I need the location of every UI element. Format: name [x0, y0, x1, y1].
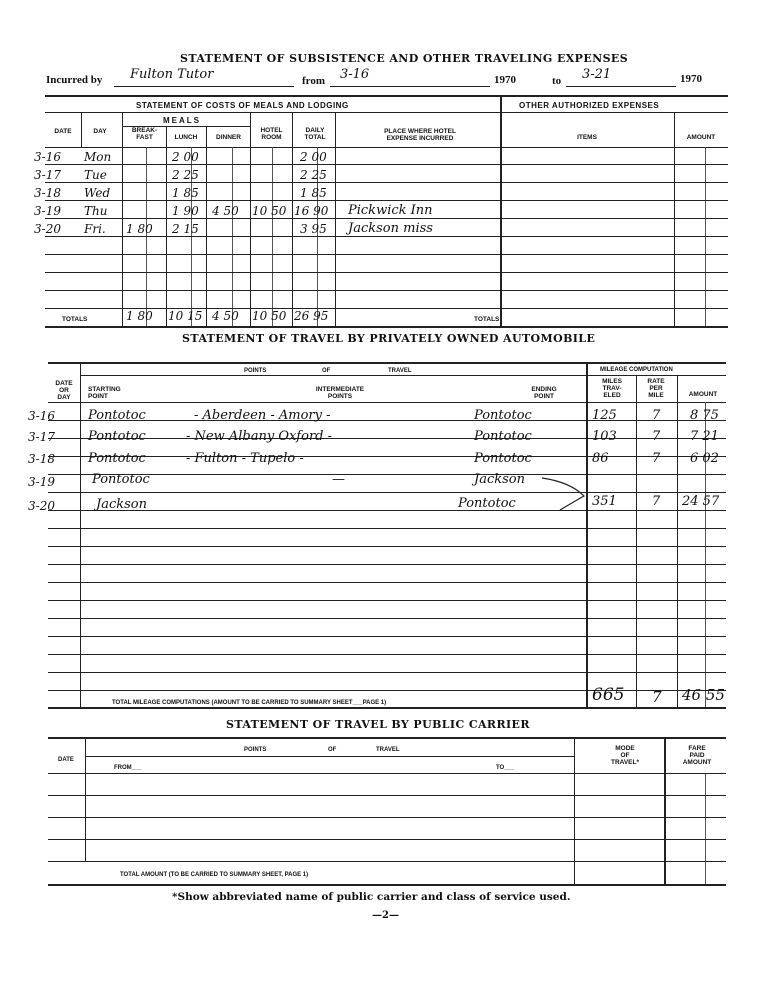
- auto-miles: 351: [592, 494, 617, 509]
- meal-place: Pickwick Inn: [348, 203, 433, 218]
- carrier-col-to: TO___: [496, 765, 515, 771]
- auto-col-intermediate: INTERMEDIATE POINTS: [315, 386, 365, 400]
- col-daily-total: DAILY TOTAL: [304, 127, 326, 141]
- carrier-total-label: TOTAL AMOUNT (TO BE CARRIED TO SUMMARY SHEET, PAGE 1): [120, 872, 309, 878]
- from-date: 3-16: [340, 67, 370, 82]
- auto-section-title: STATEMENT OF TRAVEL BY PRIVATELY OWNED AUTOMOBILE: [182, 332, 596, 345]
- col-place: PLACE WHERE HOTEL EXPENSE INCURRED: [384, 128, 456, 142]
- carrier-col-date: DATE: [58, 757, 74, 763]
- carrier-of: OF: [328, 747, 337, 753]
- meal-date: 3-17: [34, 168, 61, 182]
- auto-rate: 7: [652, 408, 661, 423]
- meal-breakfast: 1 80: [126, 222, 153, 236]
- auto-start: Pontotoc: [88, 429, 146, 444]
- meal-date: 3-20: [34, 222, 61, 236]
- auto-col-miles: MILES TRAV- ELED: [602, 378, 622, 399]
- auto-travel: TRAVEL: [388, 368, 412, 374]
- meal-date: 3-16: [34, 150, 61, 164]
- auto-date: 3-16: [28, 409, 55, 423]
- auto-rate: 7: [652, 429, 661, 444]
- incurred-by-value: Fulton Tutor: [130, 67, 214, 82]
- auto-rate: 7: [652, 494, 661, 509]
- meal-date: 3-19: [34, 204, 61, 218]
- meal-place: Jackson miss: [348, 221, 433, 236]
- total-lunch: 10 15: [168, 309, 203, 323]
- from-label: from: [302, 75, 326, 87]
- auto-col-rate: RATE PER MILE: [647, 378, 665, 399]
- meals-header: MEALS: [163, 116, 201, 125]
- auto-of: OF: [322, 368, 331, 374]
- page-number: —2—: [372, 910, 399, 921]
- total-hotel: 10 50: [252, 309, 287, 323]
- auto-date: 3-19: [28, 475, 55, 489]
- meal-hotel: 10 50: [252, 204, 287, 218]
- to-label: to: [552, 75, 562, 87]
- auto-date: 3-20: [28, 499, 55, 513]
- col-lunch: LUNCH: [174, 134, 198, 141]
- other-totals-label: TOTALS: [474, 316, 500, 323]
- auto-amount: 24 57: [682, 494, 720, 509]
- auto-col-ending: ENDING POINT: [531, 386, 557, 400]
- meal-daily: 16 90: [294, 204, 329, 218]
- carrier-col-mode: MODE OF TRAVEL*: [610, 745, 640, 766]
- auto-miles: 86: [592, 451, 609, 466]
- auto-end: Pontotoc: [458, 496, 516, 511]
- auto-end: Pontotoc: [474, 451, 532, 466]
- col-amount: AMOUNT: [686, 134, 716, 141]
- from-year: 1970: [494, 74, 516, 86]
- meals-section-title: STATEMENT OF COSTS OF MEALS AND LODGING: [136, 101, 349, 110]
- auto-end: Pontotoc: [474, 408, 532, 423]
- auto-end: Pontotoc: [474, 429, 532, 444]
- col-dinner: DINNER: [216, 134, 241, 141]
- bracket-mark: [540, 474, 590, 514]
- form-title: STATEMENT OF SUBSISTENCE AND OTHER TRAVELING EXPENSES: [180, 52, 629, 65]
- to-date: 3-21: [582, 67, 612, 82]
- auto-date: 3-18: [28, 452, 55, 466]
- col-items: ITEMS: [577, 134, 597, 141]
- meal-day: Mon: [84, 150, 112, 164]
- auto-miles: 125: [592, 408, 617, 423]
- meal-daily: 1 85: [300, 186, 327, 200]
- meal-date: 3-18: [34, 186, 61, 200]
- auto-start: Pontotoc: [88, 451, 146, 466]
- total-daily: 26 95: [294, 309, 329, 323]
- carrier-section-title: STATEMENT OF TRAVEL BY PUBLIC CARRIER: [226, 718, 530, 731]
- auto-col-starting: STARTING POINT: [88, 386, 121, 400]
- meal-daily: 3 95: [300, 222, 327, 236]
- auto-start: Pontotoc: [88, 408, 146, 423]
- total-rate: 7: [652, 688, 662, 706]
- meal-daily: 2 25: [300, 168, 327, 182]
- meal-lunch: 1 85: [172, 186, 199, 200]
- total-amount: 46 55: [682, 686, 725, 704]
- auto-start: Pontotoc: [92, 472, 150, 487]
- col-breakfast: BREAK- FAST: [131, 127, 158, 141]
- other-expenses-title: OTHER AUTHORIZED EXPENSES: [519, 101, 660, 110]
- meal-lunch: 2 15: [172, 222, 199, 236]
- auto-amount: 7 21: [690, 429, 719, 444]
- auto-intermediate: —: [332, 472, 345, 487]
- meal-daily: 2 00: [300, 150, 327, 164]
- carrier-col-from: FROM___: [114, 765, 142, 771]
- meal-day: Fri.: [84, 222, 106, 236]
- auto-rate: 7: [652, 451, 661, 466]
- col-hotel: HOTEL ROOM: [260, 127, 283, 141]
- auto-col-amount: AMOUNT: [688, 391, 718, 398]
- col-day: DAY: [93, 128, 107, 135]
- auto-date: 3-17: [28, 430, 55, 444]
- meal-lunch: 2 00: [172, 150, 199, 164]
- carrier-col-fare: FARE PAID AMOUNT: [682, 745, 712, 766]
- meal-day: Tue: [84, 168, 107, 182]
- auto-col-date: DATE OR DAY: [55, 380, 73, 401]
- mileage-total-label: TOTAL MILEAGE COMPUTATIONS (AMOUNT TO BE CARRIED TO SUMMARY SHEET___PAGE 1): [112, 700, 387, 706]
- total-breakfast: 1 80: [126, 309, 153, 323]
- footnote: *Show abbreviated name of public carrier and class of service used.: [172, 891, 571, 903]
- auto-intermediate: - Fulton - Tupelo -: [186, 451, 304, 466]
- col-date: DATE: [54, 128, 72, 135]
- incurred-by-label: Incurred by: [46, 74, 103, 86]
- meal-dinner: 4 50: [212, 204, 239, 218]
- carrier-points: POINTS: [244, 747, 267, 753]
- auto-miles: 103: [592, 429, 617, 444]
- total-miles: 665: [592, 685, 625, 705]
- carrier-travel: TRAVEL: [376, 747, 400, 753]
- meal-lunch: 1 90: [172, 204, 199, 218]
- auto-amount: 6 02: [690, 451, 719, 466]
- auto-points: POINTS: [244, 368, 267, 374]
- auto-end: Jackson: [474, 472, 525, 487]
- auto-start: Jackson: [96, 497, 147, 512]
- auto-amount: 8 75: [690, 408, 719, 423]
- meal-day: Wed: [84, 186, 111, 200]
- meals-totals-label: TOTALS: [62, 316, 88, 323]
- meal-lunch: 2 25: [172, 168, 199, 182]
- auto-intermediate: - Aberdeen - Amory -: [194, 408, 331, 423]
- to-year: 1970: [680, 73, 702, 85]
- mileage-computation: MILEAGE COMPUTATION: [600, 367, 673, 373]
- meal-day: Thu: [84, 204, 108, 218]
- total-dinner: 4 50: [212, 309, 239, 323]
- auto-intermediate: - New Albany Oxford -: [186, 429, 333, 444]
